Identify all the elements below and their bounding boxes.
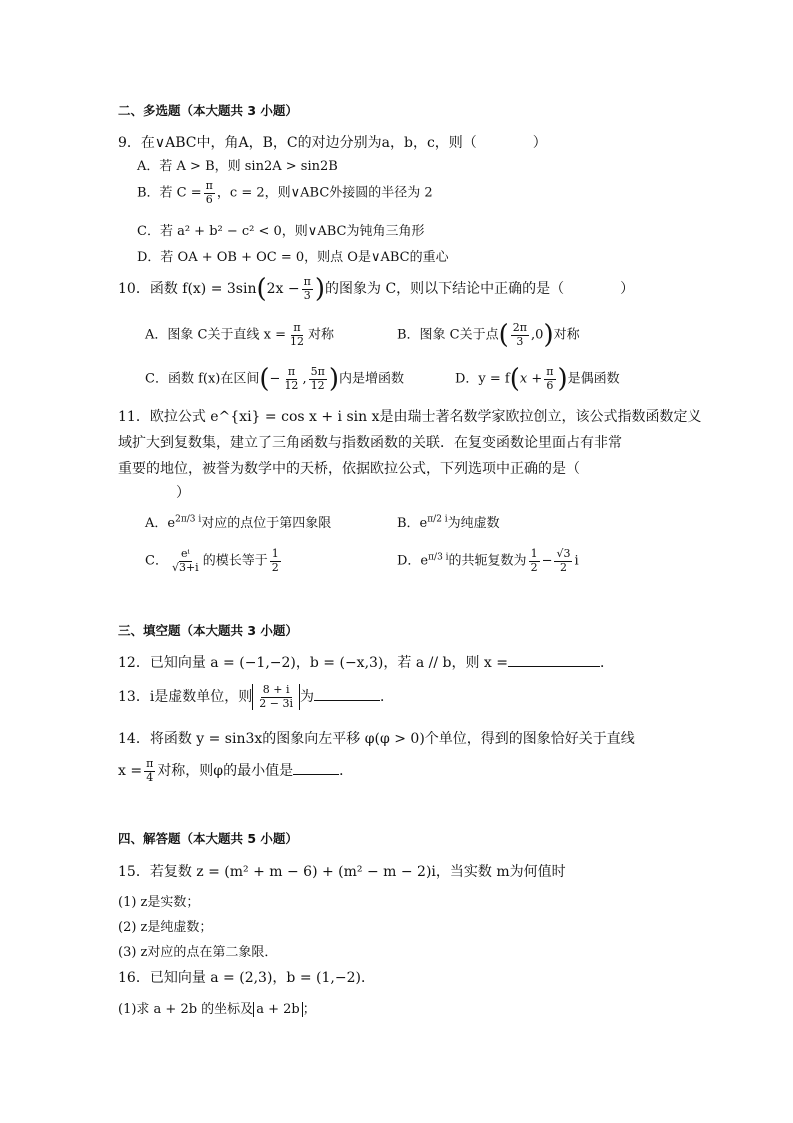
q15-part-3: (3) z对应的点在第二象限． bbox=[118, 945, 278, 960]
q16-stem: 16．已知向量 a = (2,3)，b = (1,−2)． bbox=[118, 970, 375, 986]
q9-stem: 9．在∨ABC中，角A，B，C的对边分别为a，b，c，则（ ） bbox=[118, 135, 547, 151]
q11-option-a: A．$e^{2\pi/3 i}$对应的点位于第四象限 bbox=[145, 514, 332, 531]
section-3-title: 三、填空题（本大题共 3 小题） bbox=[118, 623, 298, 638]
q14-line-1: 14．将函数 y = sin3x的图象向左平移 φ(φ > 0)个单位，得到的图象恰好关于直线 bbox=[118, 731, 635, 747]
q11-line-1: 11．欧拉公式 e^{xi} = cos x + i sin x是由瑞士著名数学家欧拉创立，该公式指数函数定义 bbox=[118, 409, 702, 425]
q11-line-3: 重要的地位，被誉为数学中的天桥，依据欧拉公式，下列选项中正确的是（ bbox=[118, 461, 580, 477]
q10-option-d: D．y = f(x + $\frac{\pi}{6}$ )是偶函数 bbox=[455, 364, 620, 395]
q10-stem: 10．函数 f(x) = 3sin(2x − $\frac{\pi}{3}$ )的图象为 C，则以下结论中正确的是（ ） bbox=[118, 274, 635, 305]
q15-stem: 15．若复数 z = (m² + m − 6) + (m² − m − 2)i，当实数 m为何值时 bbox=[118, 864, 566, 880]
q14-line-2: x = $\frac{\pi}{4}$ 对称，则φ的最小值是 ． bbox=[118, 757, 354, 784]
q9-option-d: D．若 OA + OB + OC = 0，则点 O是∨ABC的重心 bbox=[137, 250, 449, 265]
q11-option-c: C． $\frac{\text{eⁱ}}{√3+i}$ 的模长等于 $\frac{1}{2}$ bbox=[145, 547, 279, 574]
q11-line-4: ） bbox=[176, 485, 190, 501]
q11-line-2: 域扩大到复数集，建立了三角函数与指数函数的关联．在复变函数论里面占有非常 bbox=[118, 435, 622, 451]
q9-option-a: A．若 A > B，则 sin2A > sin2B bbox=[137, 159, 338, 174]
section-4-title: 四、解答题（本大题共 5 小题） bbox=[118, 831, 298, 846]
q12: 12．已知向量 a = (−1,−2)，b = (−x,3)，若 a // b，则 x = ． bbox=[118, 655, 615, 671]
q11-option-d: D．$e^{\pi/3 i}$的共轭复数为 $\frac{1}{2}$ − $\frac{√3}{2}$ i bbox=[397, 547, 579, 574]
q16-part-1: (1)求 a + 2b 的坐标及 a + 2b ； bbox=[118, 1002, 316, 1017]
q9-option-b: B．若 C = $\frac{\pi}{6}$ ，c = 2，则∨ABC外接圆的半径为 2 bbox=[137, 179, 433, 206]
q10-option-a: A．图象 C关于直线 x = $\frac{\pi}{12}$ 对称 bbox=[145, 321, 334, 348]
q13: 13．i是虚数单位，则 $\frac{8 + i}{2 - 3i}$ 为 ． bbox=[118, 683, 395, 710]
q15-part-2: (2) z是纯虚数； bbox=[118, 920, 213, 935]
section-2-title: 二、多选题（本大题共 3 小题） bbox=[118, 103, 298, 118]
q15-part-1: (1) z是实数； bbox=[118, 895, 200, 910]
q9-option-c: C．若 a² + b² − c² < 0，则∨ABC为钝角三角形 bbox=[137, 224, 425, 239]
q10-option-c: C．函数 f(x)在区间(− $\frac{\pi}{12}$ , $\frac{5\pi}{12}$ )内是增函数 bbox=[145, 364, 404, 395]
q11-option-b: B．$e^{\pi/2 i}$为纯虚数 bbox=[397, 514, 500, 531]
q10-option-b: B．图象 C关于点( $\frac{2\pi}{3}$ ,0)对称 bbox=[397, 320, 580, 351]
